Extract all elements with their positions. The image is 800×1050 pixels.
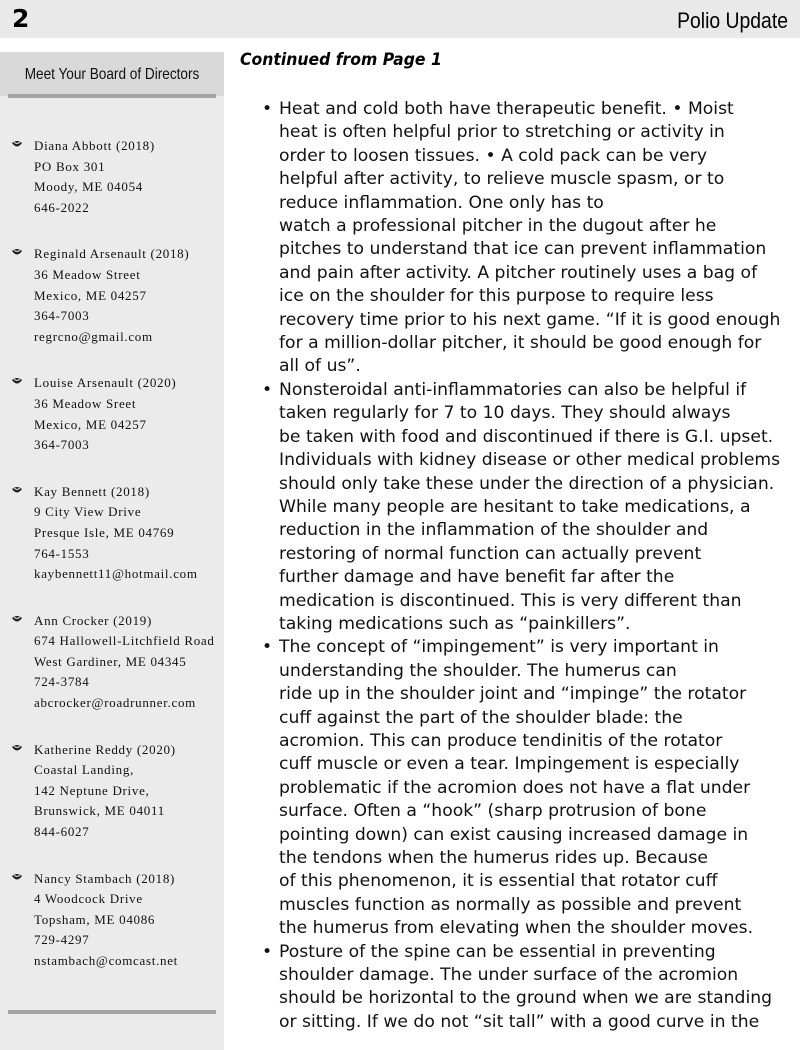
bullet-paragraph <box>262 636 798 940</box>
paragraph-line: should be horizontal to the ground when we are standing <box>279 988 773 1009</box>
director-detail: West Gardiner, ME 04345 <box>34 653 187 669</box>
director-detail: 364-7003 <box>34 308 90 324</box>
leaf-bullet-icon <box>10 138 24 152</box>
director-name: Louise Arsenault (2020) <box>34 375 177 391</box>
director-detail: Brunswick, ME 04011 <box>34 803 165 819</box>
paragraph-line: and pain after activity. A pitcher routinely uses a bag of <box>279 262 758 283</box>
director-detail: PO Box 301 <box>34 158 106 174</box>
sidebar-title: Meet Your Board of Directors <box>24 66 200 83</box>
paragraph-line: the humerus from elevating when the shoulder moves. <box>279 918 754 939</box>
bullet-icon: • <box>262 941 273 962</box>
director-detail: 764-1553 <box>34 545 90 561</box>
director-list <box>0 136 224 998</box>
director-entry <box>0 740 224 843</box>
director-detail: Mexico, ME 04257 <box>34 416 147 432</box>
director-detail: regrcno@gmail.com <box>34 328 153 344</box>
paragraph-line: pointing down) can exist causing increased damage in <box>279 824 749 845</box>
paragraph-line: taken regularly for 7 to 10 days. They should always <box>279 403 731 424</box>
paragraph-line: cuff muscle or even a tear. Impingement is especially <box>279 754 740 775</box>
director-name: Ann Crocker (2019) <box>34 612 153 628</box>
director-detail: 646-2022 <box>34 199 90 215</box>
paragraph-line: Heat and cold both have therapeutic benefit. • Moist <box>279 99 734 119</box>
paragraph-line: or sitting. If we do not “sit tall” with a good curve in the <box>279 1011 760 1032</box>
director-detail: 724-3784 <box>34 674 90 690</box>
director-detail: 364-7003 <box>34 437 90 453</box>
director-entry <box>0 482 224 585</box>
director-detail: 36 Meadow Sreet <box>34 395 137 411</box>
paragraph-line: Posture of the spine can be essential in preventing <box>279 941 716 962</box>
sidebar-header <box>0 52 224 96</box>
director-detail: nstambach@comcast.net <box>34 953 178 968</box>
paragraph-line: recovery time prior to his next game. “If it is good enough <box>279 309 781 330</box>
director-entry <box>0 136 224 218</box>
paragraph-line: cuff against the part of the shoulder blade: the <box>279 707 683 728</box>
paragraph-line: all of us”. <box>279 356 361 377</box>
paragraph-line: ice on the shoulder for this purpose to require less <box>279 286 714 307</box>
paragraph-line: should only take these under the direction of a physician. <box>279 473 775 494</box>
bullet-paragraph <box>262 941 798 1035</box>
paragraph-line: heat is often helpful prior to stretching or activity in <box>279 122 725 143</box>
bullet-paragraph <box>262 98 798 379</box>
director-name: Katherine Reddy (2020) <box>34 741 176 757</box>
director-name: Reginald Arsenault (2018) <box>34 246 190 262</box>
board-sidebar <box>0 52 224 1050</box>
paragraph-line: shoulder damage. The under surface of the acromion <box>279 965 739 986</box>
paragraph-line: pitches to understand that ice can prevent inflammation <box>279 239 767 260</box>
paragraph-line: restoring of normal function can actually prevent <box>279 543 702 564</box>
paragraph-line: Nonsteroidal anti-inflammatories can also be helpful if <box>279 379 747 400</box>
sidebar-top-rule <box>8 94 216 98</box>
director-name: Kay Bennett (2018) <box>34 483 150 499</box>
continued-heading: Continued from Page 1 <box>240 50 442 70</box>
leaf-bullet-icon <box>10 613 24 627</box>
paragraph-line: problematic if the acromion does not have a flat under <box>279 777 751 798</box>
paragraph-line: The concept of “impingement” is very important in <box>279 637 719 658</box>
director-detail: Moody, ME 04054 <box>34 179 143 195</box>
director-detail: 4 Woodcock Drive <box>34 891 143 907</box>
paragraph-line: helpful after activity, to relieve muscle spasm, or to <box>279 169 725 190</box>
director-name: Diana Abbott (2018) <box>34 138 155 153</box>
paragraph-line: be taken with food and discontinued if there is G.I. upset. <box>279 426 774 447</box>
director-detail: Topsham, ME 04086 <box>34 911 156 927</box>
bullet-paragraph <box>262 379 798 636</box>
director-detail: kaybennett11@hotmail.com <box>34 566 198 582</box>
director-detail: 9 City View Drive <box>34 504 142 520</box>
sidebar-bottom-rule <box>8 1010 216 1014</box>
paragraph-line: watch a professional pitcher in the dugout after he <box>279 216 717 237</box>
paragraph-line: for a million-dollar pitcher, it should be good enough for <box>279 333 762 354</box>
paragraph-line: While many people are hesitant to take medications, a <box>279 496 751 517</box>
leaf-bullet-icon <box>10 484 24 498</box>
director-entry <box>0 611 224 714</box>
paragraph-line: Individuals with kidney disease or other medical problems <box>279 450 781 471</box>
paragraph-line: reduce inflammation. One only has to <box>279 192 604 213</box>
leaf-bullet-icon <box>10 375 24 389</box>
bullet-icon: • <box>262 379 273 400</box>
bullet-icon: • <box>262 99 273 119</box>
leaf-bullet-icon <box>10 246 24 260</box>
leaf-bullet-icon <box>10 871 24 885</box>
leaf-bullet-icon <box>10 742 24 756</box>
director-detail: 844-6027 <box>34 824 90 840</box>
paragraph-line: of this phenomenon, it is essential that rotator cuff <box>279 871 718 892</box>
paragraph-line: understanding the shoulder. The humerus can <box>279 660 677 681</box>
paragraph-line: taking medications such as “painkillers”. <box>279 613 631 634</box>
paragraph-line: surface. Often a “hook” (sharp protrusion of bone <box>279 801 707 822</box>
paragraph-line: acromion. This can produce tendinitis of the rotator <box>279 730 723 751</box>
paragraph-line: medication is discontinued. This is very different than <box>279 590 742 611</box>
director-detail: abcrocker@roadrunner.com <box>34 695 196 711</box>
page-number: 2 <box>12 4 30 33</box>
paragraph-line: further damage and have benefit far after the <box>279 567 675 588</box>
article-body <box>262 98 798 1034</box>
paragraph-line: order to loosen tissues. • A cold pack can be very <box>279 145 707 166</box>
director-name: Nancy Stambach (2018) <box>34 870 176 886</box>
director-detail: Mexico, ME 04257 <box>34 287 147 303</box>
publication-title: Polio Update <box>677 8 788 33</box>
director-detail: Coastal Landing, <box>34 762 135 778</box>
director-detail: 36 Meadow Street <box>34 266 141 282</box>
director-entry <box>0 373 224 455</box>
paragraph-line: the tendons when the humerus rides up. Because <box>279 848 708 868</box>
bullet-icon: • <box>262 637 273 658</box>
paragraph-line: muscles function as normally as possible and prevent <box>279 894 742 915</box>
director-entry <box>0 869 224 972</box>
director-entry <box>0 244 224 347</box>
director-detail: 729-4297 <box>34 932 90 948</box>
director-detail: Presque Isle, ME 04769 <box>34 524 175 540</box>
page-header <box>0 0 800 38</box>
paragraph-line: reduction in the inflammation of the shoulder and <box>279 520 709 541</box>
paragraph-line: ride up in the shoulder joint and “impinge” the rotator <box>279 684 747 705</box>
director-detail: 142 Neptune Drive, <box>34 782 150 798</box>
director-detail: 674 Hallowell-Litchfield Road <box>34 633 215 649</box>
